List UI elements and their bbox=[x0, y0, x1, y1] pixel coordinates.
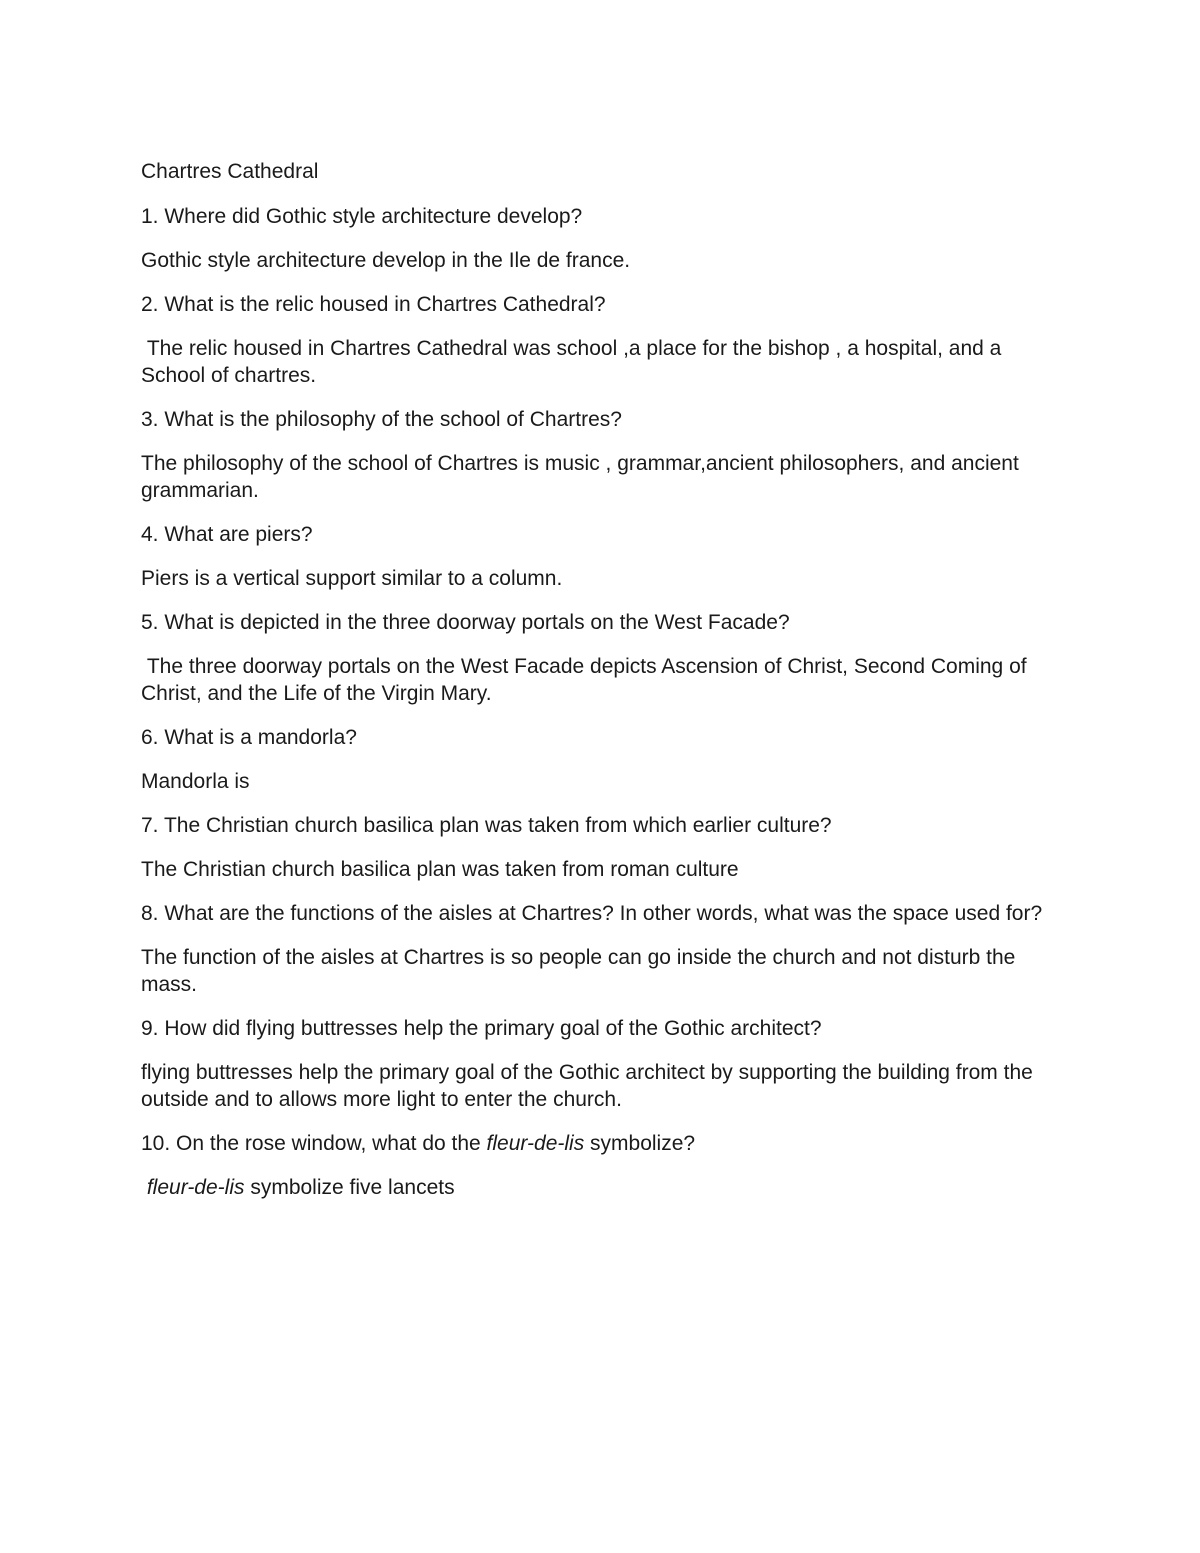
question-10 bbox=[141, 1130, 1061, 1157]
question-6: 6. What is a mandorla? bbox=[141, 726, 357, 749]
question-10-prefix: 10. On the rose window, what do the bbox=[141, 1132, 487, 1155]
answer-10-italic-term: fleur-de-lis bbox=[146, 1176, 245, 1199]
answer-10-suffix: symbolize five lancets bbox=[244, 1176, 455, 1199]
answer-3: The philosophy of the school of Chartres is music , grammar,ancient philosophers, and ancient grammarian. bbox=[141, 452, 1025, 502]
answer-2: The relic housed in Chartres Cathedral was school ,a place for the bishop , a hospital, and a School of chartres. bbox=[141, 337, 1008, 387]
answer-7: The Christian church basilica plan was taken from roman culture bbox=[141, 858, 739, 881]
question-10-suffix: symbolize? bbox=[584, 1132, 696, 1155]
answer-5: The three doorway portals on the West Facade depicts Ascension of Christ, Second Coming of Christ, and the Life of the Virgin Mary. bbox=[141, 655, 1033, 705]
question-3: 3. What is the philosophy of the school of Chartres? bbox=[141, 408, 622, 431]
answer-8: The function of the aisles at Chartres is so people can go inside the church and not disturb the mass. bbox=[141, 946, 1022, 996]
answer-1: Gothic style architecture develop in the Ile de france. bbox=[141, 249, 631, 272]
question-8: 8. What are the functions of the aisles at Chartres? In other words, what was the space used for? bbox=[141, 902, 1043, 925]
answer-4: Piers is a vertical support similar to a column. bbox=[141, 567, 563, 590]
question-5: 5. What is depicted in the three doorway portals on the West Facade? bbox=[141, 611, 790, 634]
question-10-italic-term: fleur-de-lis bbox=[486, 1132, 585, 1155]
question-1: 1. Where did Gothic style architecture develop? bbox=[141, 205, 583, 228]
question-4: 4. What are piers? bbox=[141, 523, 313, 546]
document-title: Chartres Cathedral bbox=[141, 160, 319, 183]
document-body bbox=[141, 158, 1061, 1218]
question-9: 9. How did flying buttresses help the primary goal of the Gothic architect? bbox=[141, 1017, 822, 1040]
question-2: 2. What is the relic housed in Chartres Cathedral? bbox=[141, 293, 606, 316]
answer-9: flying buttresses help the primary goal of the Gothic architect by supporting the building from the outside and to allows more light to enter the church. bbox=[141, 1061, 1039, 1111]
answer-6: Mandorla is bbox=[141, 770, 250, 793]
question-7: 7. The Christian church basilica plan was taken from which earlier culture? bbox=[141, 814, 832, 837]
answer-10 bbox=[141, 1174, 1061, 1201]
